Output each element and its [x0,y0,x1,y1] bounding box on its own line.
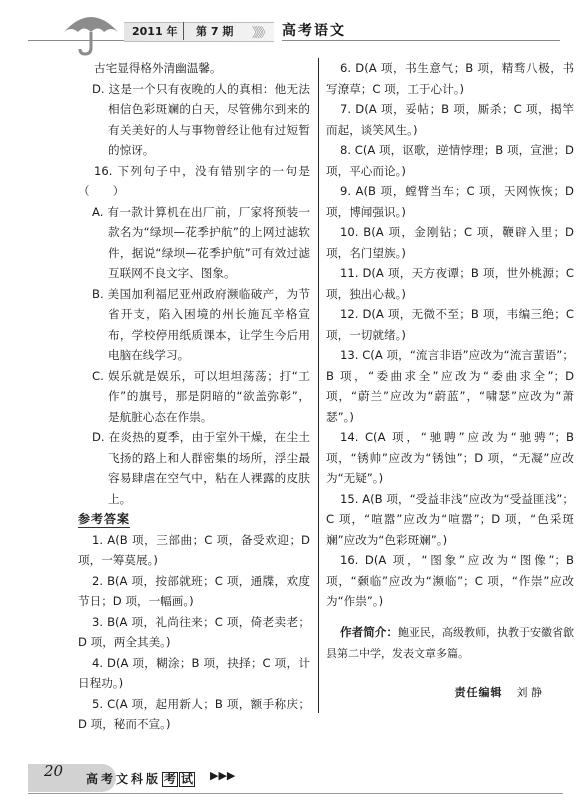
answer-item: 6. D(A 项，书生意气；B 项，精骛八极，书写潦草；C 项，工于心计。) [326,61,574,96]
footer-boxed-char: 考 [164,772,177,786]
author-bio [326,622,574,665]
footer-label [86,770,195,787]
answer-item: 13. C(A 项，“流言非语”应改为“流言蜚语”；B 项，“委曲求全”应改为“委曲求全”；D 项，“蔚兰”应改为“蔚蓝”，“啸瑟”应改为“萧瑟”。) [326,348,574,424]
answer-item: 4. D(A 项，糊涂；B 项，抉择；C 项，计日程功。) [78,655,310,690]
header-rule-right [282,40,560,41]
page-number: 20 [44,762,64,780]
page-footer [0,750,581,800]
footer-boxed-char: 试 [181,772,194,786]
text-line: 古宅显得格外清幽温馨。 [94,61,222,75]
author-text: 鲍亚民，高级教师，执教于安徽省歙县第二中学，发表文章多篇。 [326,625,574,660]
umbrella-icon [60,8,122,58]
answer-item: 12. D(A 项，无微不至；B 项，韦编三绝；C 项，一切就绪。) [326,307,574,342]
answer-item: 16. D(A 项，“图象”应改为“图像”；B 项，“颡临”应改为“濒临”；C 项，“作崇”应改为“作祟”。) [326,553,574,608]
footer-arrows-icon: ▶▶▶ [210,769,236,782]
answer-item: 7. D(A 项，妥帖；B 项，厮杀；C 项，揭竿而起，谈笑风生。) [326,102,574,137]
header-rule-left [28,40,128,41]
footer-label-text: 高考文科版 [86,772,162,786]
header-issue: 第 7 期 [196,25,234,38]
option-d: D. 在炎热的夏季，由于室外干燥，在尘土飞扬的路上和人群密集的场所，浮尘最容易肆虐在空气中，粘在人裸露的皮肤上。 [92,430,310,506]
answers-heading: 参考答案 [78,512,131,526]
author-label: 作者简介： [340,624,398,639]
answer-item: 5. C(A 项，起用新人；B 项，额手称庆；D 项，秘而不宣。) [78,696,310,731]
header-brand: 高考语文 [282,23,346,39]
footer-rule [28,793,563,794]
editor-credit [326,683,574,704]
option-c: C. 娱乐就是娱乐，可以坦坦荡荡；打“工作”的旗号，那是阴暗的“欲盖弥彰”，是航脏心态在作祟。 [92,368,310,424]
editor-name: 刘 静 [516,685,542,699]
header-year: 2011 年 [132,25,178,38]
left-column [78,58,310,735]
editor-label: 责任编辑 [454,685,503,699]
answer-item: 1. A(B 项，三部曲；C 项，备受欢迎；D 项，一筹莫展。) [78,532,310,567]
page-header [0,0,581,60]
header-separator [183,22,184,40]
option-a: A. 有一款计算机在出厂前，厂家将预装一款名为“绿坝—花季护航”的上网过滤软件，据说“绿坝—花季护航”可有效过滤互联网不良文字、图象。 [92,204,310,280]
answer-item: 10. B(A 项，金刚钻；C 项，鞭辟入里；D 项，名门望族。) [326,225,574,260]
option-b: B. 美国加利福尼亚州政府濒临破产，为节省开支，陷入困境的州长施瓦辛格宣布，学校停用纸质课本，让学生今后用电脑在线学习。 [92,286,310,362]
header-chevrons-icon: 》》》 [252,26,270,41]
option-d-prev: D. 这是一个只有夜晚的人的真相：他无法相信色彩斑斓的白天，尽管佛尔到来的有关美好的人与事物曾经让他有过短暂的惊讶。 [92,81,310,157]
answer-item: 3. B(A 项，礼尚往来；C 项，倚老卖老；D 项，两全其美。) [78,614,310,649]
right-column [326,58,574,703]
answer-item: 8. C(A 项，讴歌，逆情悖理；B 项，宣泄；D 项，平心而论。) [326,143,574,178]
answer-item: 14. C(A 项，“驰聘”应改为“驰骋”；B 项，“锈帅”应改为“锈蚀”；D 项，“无凝”应改为“无疑”。) [326,430,574,485]
column-divider [318,58,319,713]
question-16: 16. 下列句子中，没有错别字的一句是（ ） [78,163,310,198]
answer-item: 2. B(A 项，按部就班；C 项，通牒，欢度节日；D 项，一幅画。) [78,573,310,608]
answer-item: 11. D(A 项，天方夜谭；B 项，世外桃源；C 项，独出心裁。) [326,266,574,301]
answer-item: 9. A(B 项，螳臂当车；C 项，天网恢恢；D 项，博闻强识。) [326,184,574,219]
answer-item: 15. A(B 项，“受益非浅”应改为“受益匪浅”；C 项，“喧嚣”应改为“喧嚣”；D 项，“色采斑斓”应改为“色彩斑斓”。) [326,491,574,547]
